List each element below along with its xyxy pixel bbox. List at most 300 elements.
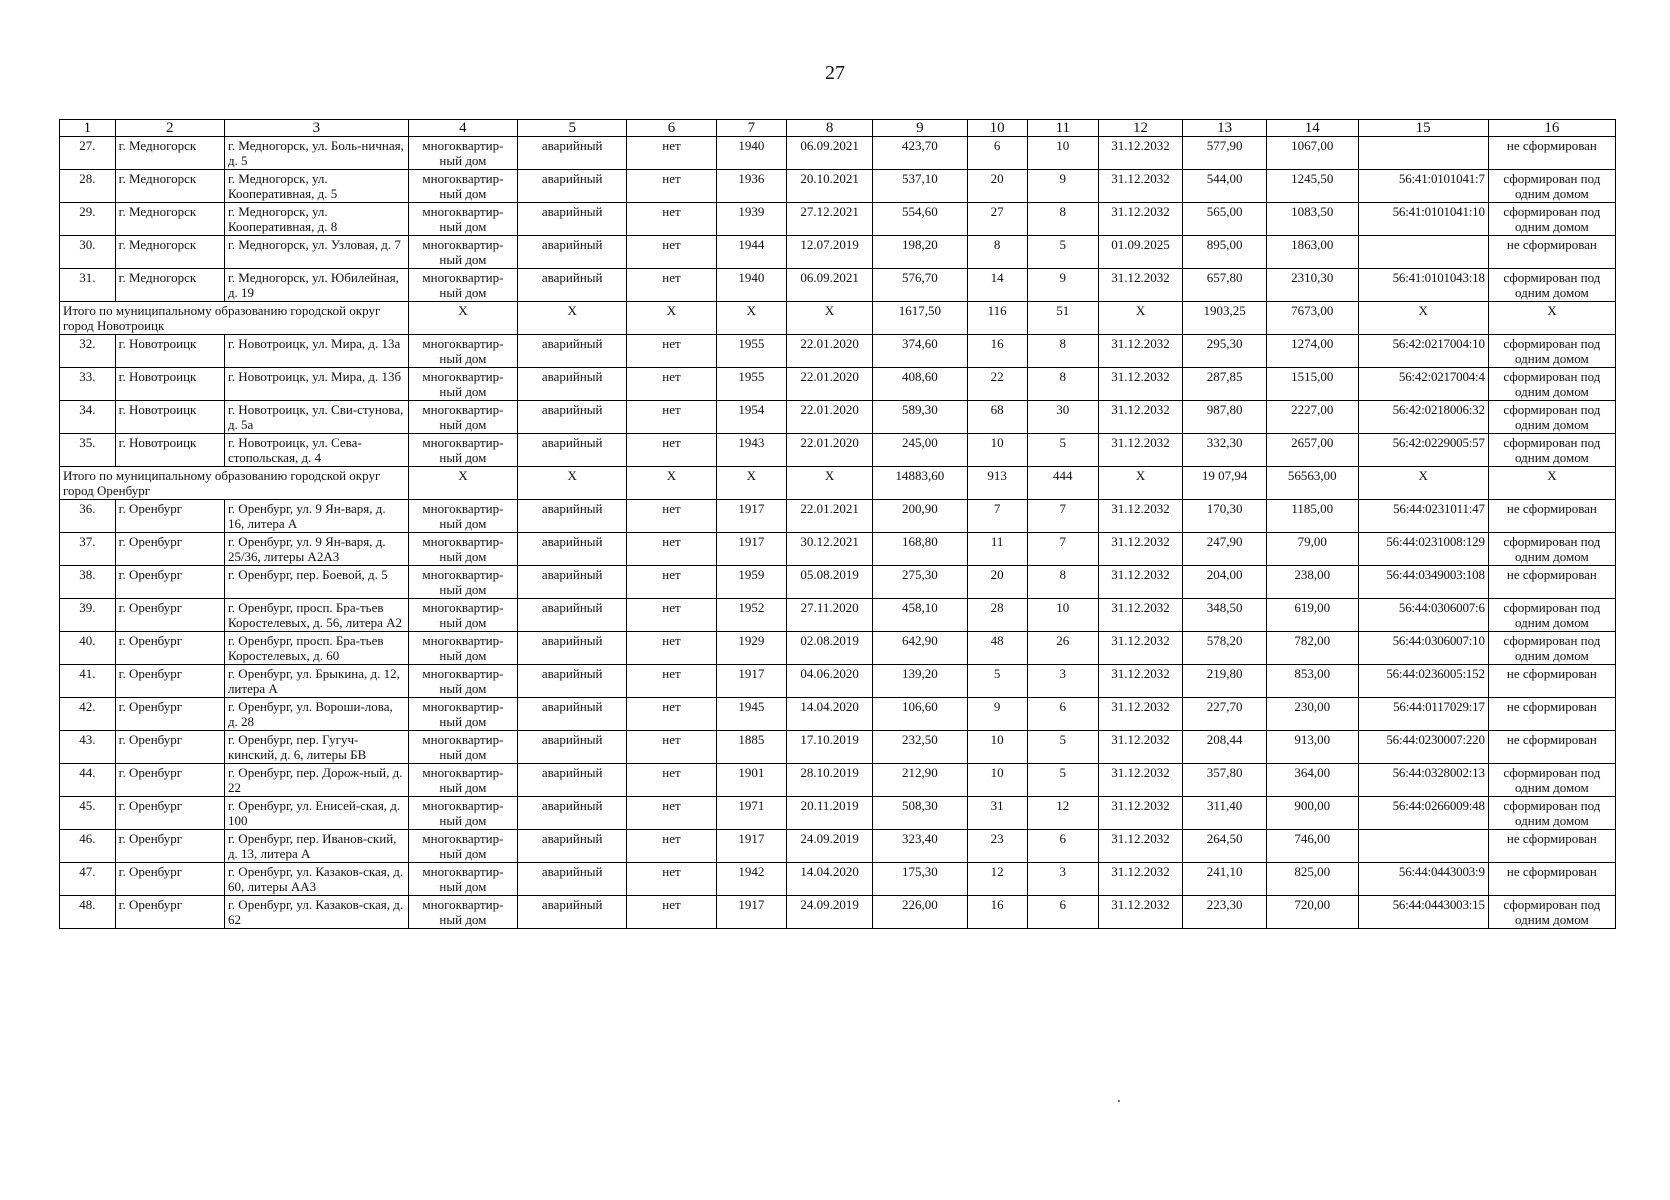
column-13-cell: 357,80	[1183, 764, 1267, 797]
cadastral-number-cell: 56:44:0231011:47	[1358, 500, 1488, 533]
area-cell: 554,60	[873, 203, 968, 236]
address-cell: г. Оренбург, пер. Дорож-ный, д. 22	[224, 764, 408, 797]
column-13-cell: 170,30	[1183, 500, 1267, 533]
column-11-cell: 8	[1027, 566, 1098, 599]
land-plot-status-cell: сформирован под одним домом	[1488, 170, 1615, 203]
table-row	[60, 335, 1616, 368]
planned-date-cell: 31.12.2032	[1099, 632, 1183, 665]
condition-cell: аварийный	[518, 533, 627, 566]
condition-cell: аварийный	[518, 599, 627, 632]
address-cell: г. Новотроицк, ул. Сева-стопольская, д. 4	[224, 434, 408, 467]
column-14-cell: 79,00	[1267, 533, 1358, 566]
address-cell: г. Новотроицк, ул. Мира, д. 13б	[224, 368, 408, 401]
area-cell: 198,20	[873, 236, 968, 269]
municipality-cell: г. Медногорск	[115, 137, 224, 170]
subtotal-plan: Х	[1099, 302, 1183, 335]
recognition-date-cell: 22.01.2020	[787, 368, 873, 401]
address-cell: г. Оренбург, пер. Гугуч-кинский, д. 6, литеры БВ	[224, 731, 408, 764]
planned-date-cell: 31.12.2032	[1099, 566, 1183, 599]
year-built-cell: 1943	[716, 434, 786, 467]
subtotal-c4: Х	[408, 302, 517, 335]
year-built-cell: 1917	[716, 665, 786, 698]
row-number: 45.	[60, 797, 116, 830]
column-11-cell: 3	[1027, 863, 1098, 896]
column-11-cell: 3	[1027, 665, 1098, 698]
municipality-cell: г. Оренбург	[115, 731, 224, 764]
land-plot-status-cell: не сформирован	[1488, 137, 1615, 170]
planned-date-cell: 31.12.2032	[1099, 698, 1183, 731]
subtotal-area: 1617,50	[873, 302, 968, 335]
row-number: 43.	[60, 731, 116, 764]
address-cell: г. Медногорск, ул. Узловая, д. 7	[224, 236, 408, 269]
building-type-cell: многоквартир-ный дом	[408, 863, 517, 896]
flag-cell: нет	[627, 137, 716, 170]
building-type-cell: многоквартир-ный дом	[408, 170, 517, 203]
planned-date-cell: 31.12.2032	[1099, 203, 1183, 236]
area-cell: 374,60	[873, 335, 968, 368]
column-11-cell: 6	[1027, 698, 1098, 731]
cadastral-number-cell: 56:42:0217004:4	[1358, 368, 1488, 401]
row-number: 48.	[60, 896, 116, 929]
municipality-cell: г. Оренбург	[115, 665, 224, 698]
subtotal-status: Х	[1488, 302, 1615, 335]
column-14-cell: 900,00	[1267, 797, 1358, 830]
column-number-9: 9	[873, 120, 968, 137]
column-14-cell: 746,00	[1267, 830, 1358, 863]
condition-cell: аварийный	[518, 731, 627, 764]
table-row	[60, 797, 1616, 830]
column-10-cell: 27	[967, 203, 1027, 236]
land-plot-status-cell: сформирован под одним домом	[1488, 401, 1615, 434]
column-11-cell: 5	[1027, 434, 1098, 467]
condition-cell: аварийный	[518, 368, 627, 401]
subtotal-c11: 51	[1027, 302, 1098, 335]
row-number: 41.	[60, 665, 116, 698]
planned-date-cell: 31.12.2032	[1099, 665, 1183, 698]
address-cell: г. Оренбург, пер. Иванов-ский, д. 13, литера А	[224, 830, 408, 863]
column-10-cell: 9	[967, 698, 1027, 731]
year-built-cell: 1955	[716, 368, 786, 401]
subtotal-c10: 913	[967, 467, 1027, 500]
column-11-cell: 12	[1027, 797, 1098, 830]
municipality-cell: г. Новотроицк	[115, 434, 224, 467]
subtotal-c8: Х	[787, 302, 873, 335]
flag-cell: нет	[627, 269, 716, 302]
column-13-cell: 264,50	[1183, 830, 1267, 863]
land-plot-status-cell: сформирован под одним домом	[1488, 764, 1615, 797]
row-number: 42.	[60, 698, 116, 731]
municipality-cell: г. Оренбург	[115, 830, 224, 863]
planned-date-cell: 31.12.2032	[1099, 368, 1183, 401]
condition-cell: аварийный	[518, 434, 627, 467]
column-13-cell: 223,30	[1183, 896, 1267, 929]
area-cell: 232,50	[873, 731, 968, 764]
subtotal-c7: Х	[716, 467, 786, 500]
table-row	[60, 731, 1616, 764]
condition-cell: аварийный	[518, 863, 627, 896]
municipality-cell: г. Оренбург	[115, 896, 224, 929]
municipality-cell: г. Медногорск	[115, 269, 224, 302]
subtotal-label: Итого по муниципальному образованию городской округ город Новотроицк	[60, 302, 409, 335]
building-type-cell: многоквартир-ный дом	[408, 368, 517, 401]
column-13-cell: 295,30	[1183, 335, 1267, 368]
cadastral-number-cell: 56:44:0231008:129	[1358, 533, 1488, 566]
recognition-date-cell: 12.07.2019	[787, 236, 873, 269]
subtotal-c8: Х	[787, 467, 873, 500]
subtotal-c13: 19 07,94	[1183, 467, 1267, 500]
area-cell: 168,80	[873, 533, 968, 566]
column-number-1: 1	[60, 120, 116, 137]
column-number-15: 15	[1358, 120, 1488, 137]
column-14-cell: 2657,00	[1267, 434, 1358, 467]
column-10-cell: 5	[967, 665, 1027, 698]
subtotal-c10: 116	[967, 302, 1027, 335]
flag-cell: нет	[627, 236, 716, 269]
column-14-cell: 619,00	[1267, 599, 1358, 632]
recognition-date-cell: 27.11.2020	[787, 599, 873, 632]
flag-cell: нет	[627, 731, 716, 764]
year-built-cell: 1936	[716, 170, 786, 203]
subtotal-kad: Х	[1358, 467, 1488, 500]
address-cell: г. Оренбург, ул. 9 Ян-варя, д. 25/36, литеры А2А3	[224, 533, 408, 566]
flag-cell: нет	[627, 401, 716, 434]
address-cell: г. Новотроицк, ул. Мира, д. 13а	[224, 335, 408, 368]
area-cell: 245,00	[873, 434, 968, 467]
year-built-cell: 1945	[716, 698, 786, 731]
flag-cell: нет	[627, 203, 716, 236]
flag-cell: нет	[627, 797, 716, 830]
planned-date-cell: 31.12.2032	[1099, 137, 1183, 170]
cadastral-number-cell: 56:44:0230007:220	[1358, 731, 1488, 764]
area-cell: 200,90	[873, 500, 968, 533]
land-plot-status-cell: сформирован под одним домом	[1488, 368, 1615, 401]
recognition-date-cell: 06.09.2021	[787, 137, 873, 170]
subtotal-c6: Х	[627, 302, 716, 335]
cadastral-number-cell: 56:44:0328002:13	[1358, 764, 1488, 797]
column-10-cell: 20	[967, 566, 1027, 599]
subtotal-c14: 56563,00	[1267, 467, 1358, 500]
table-row	[60, 830, 1616, 863]
recognition-date-cell: 24.09.2019	[787, 830, 873, 863]
year-built-cell: 1917	[716, 533, 786, 566]
land-plot-status-cell: не сформирован	[1488, 665, 1615, 698]
building-type-cell: многоквартир-ный дом	[408, 236, 517, 269]
land-plot-status-cell: сформирован под одним домом	[1488, 203, 1615, 236]
subtotal-label: Итого по муниципальному образованию городской округ город Оренбург	[60, 467, 409, 500]
address-cell: г. Медногорск, ул. Боль-ничная, д. 5	[224, 137, 408, 170]
recognition-date-cell: 24.09.2019	[787, 896, 873, 929]
column-number-11: 11	[1027, 120, 1098, 137]
column-13-cell: 544,00	[1183, 170, 1267, 203]
column-14-cell: 1515,00	[1267, 368, 1358, 401]
flag-cell: нет	[627, 500, 716, 533]
subtotal-area: 14883,60	[873, 467, 968, 500]
condition-cell: аварийный	[518, 269, 627, 302]
recognition-date-cell: 20.10.2021	[787, 170, 873, 203]
column-10-cell: 48	[967, 632, 1027, 665]
column-10-cell: 22	[967, 368, 1027, 401]
column-11-cell: 26	[1027, 632, 1098, 665]
flag-cell: нет	[627, 764, 716, 797]
column-13-cell: 287,85	[1183, 368, 1267, 401]
cadastral-number-cell: 56:44:0266009:48	[1358, 797, 1488, 830]
page-number: 27	[825, 62, 845, 84]
land-plot-status-cell: не сформирован	[1488, 830, 1615, 863]
area-cell: 175,30	[873, 863, 968, 896]
land-plot-status-cell: сформирован под одним домом	[1488, 632, 1615, 665]
subtotal-row	[60, 302, 1616, 335]
municipality-cell: г. Медногорск	[115, 236, 224, 269]
column-14-cell: 2227,00	[1267, 401, 1358, 434]
cadastral-number-cell	[1358, 830, 1488, 863]
planned-date-cell: 01.09.2025	[1099, 236, 1183, 269]
column-10-cell: 7	[967, 500, 1027, 533]
recognition-date-cell: 02.08.2019	[787, 632, 873, 665]
building-type-cell: многоквартир-ный дом	[408, 599, 517, 632]
subtotal-c14: 7673,00	[1267, 302, 1358, 335]
cadastral-number-cell: 56:44:0117029:17	[1358, 698, 1488, 731]
address-cell: г. Оренбург, ул. Брыкина, д. 12, литера А	[224, 665, 408, 698]
table-row	[60, 137, 1616, 170]
row-number: 31.	[60, 269, 116, 302]
row-number: 39.	[60, 599, 116, 632]
column-14-cell: 853,00	[1267, 665, 1358, 698]
land-plot-status-cell: не сформирован	[1488, 236, 1615, 269]
column-number-2: 2	[115, 120, 224, 137]
area-cell: 408,60	[873, 368, 968, 401]
cadastral-number-cell: 56:41:0101041:7	[1358, 170, 1488, 203]
table-row	[60, 236, 1616, 269]
cadastral-number-cell: 56:41:0101041:10	[1358, 203, 1488, 236]
subtotal-status: Х	[1488, 467, 1615, 500]
table-row	[60, 896, 1616, 929]
land-plot-status-cell: сформирован под одним домом	[1488, 533, 1615, 566]
column-10-cell: 12	[967, 863, 1027, 896]
row-number: 30.	[60, 236, 116, 269]
year-built-cell: 1971	[716, 797, 786, 830]
land-plot-status-cell: сформирован под одним домом	[1488, 335, 1615, 368]
area-cell: 508,30	[873, 797, 968, 830]
column-13-cell: 311,40	[1183, 797, 1267, 830]
year-built-cell: 1917	[716, 500, 786, 533]
land-plot-status-cell: сформирован под одним домом	[1488, 269, 1615, 302]
column-11-cell: 8	[1027, 335, 1098, 368]
planned-date-cell: 31.12.2032	[1099, 500, 1183, 533]
table-row	[60, 566, 1616, 599]
condition-cell: аварийный	[518, 797, 627, 830]
planned-date-cell: 31.12.2032	[1099, 170, 1183, 203]
column-13-cell: 565,00	[1183, 203, 1267, 236]
column-14-cell: 720,00	[1267, 896, 1358, 929]
cadastral-number-cell: 56:44:0443003:15	[1358, 896, 1488, 929]
column-13-cell: 241,10	[1183, 863, 1267, 896]
table-row	[60, 368, 1616, 401]
column-11-cell: 5	[1027, 731, 1098, 764]
condition-cell: аварийный	[518, 665, 627, 698]
subtotal-c5: Х	[518, 302, 627, 335]
table-row	[60, 269, 1616, 302]
area-cell: 576,70	[873, 269, 968, 302]
flag-cell: нет	[627, 665, 716, 698]
building-type-cell: многоквартир-ный дом	[408, 632, 517, 665]
area-cell: 323,40	[873, 830, 968, 863]
recognition-date-cell: 30.12.2021	[787, 533, 873, 566]
year-built-cell: 1901	[716, 764, 786, 797]
planned-date-cell: 31.12.2032	[1099, 335, 1183, 368]
column-number-3: 3	[224, 120, 408, 137]
column-number-7: 7	[716, 120, 786, 137]
area-cell: 226,00	[873, 896, 968, 929]
planned-date-cell: 31.12.2032	[1099, 533, 1183, 566]
column-13-cell: 578,20	[1183, 632, 1267, 665]
column-11-cell: 7	[1027, 533, 1098, 566]
column-number-13: 13	[1183, 120, 1267, 137]
subtotal-c13: 1903,25	[1183, 302, 1267, 335]
cadastral-number-cell: 56:44:0236005:152	[1358, 665, 1488, 698]
subtotal-kad: Х	[1358, 302, 1488, 335]
year-built-cell: 1885	[716, 731, 786, 764]
table-row	[60, 170, 1616, 203]
row-number: 36.	[60, 500, 116, 533]
column-11-cell: 9	[1027, 269, 1098, 302]
table-row	[60, 533, 1616, 566]
planned-date-cell: 31.12.2032	[1099, 599, 1183, 632]
area-cell: 106,60	[873, 698, 968, 731]
cadastral-number-cell: 56:42:0217004:10	[1358, 335, 1488, 368]
condition-cell: аварийный	[518, 566, 627, 599]
year-built-cell: 1939	[716, 203, 786, 236]
municipality-cell: г. Оренбург	[115, 632, 224, 665]
condition-cell: аварийный	[518, 170, 627, 203]
area-cell: 212,90	[873, 764, 968, 797]
cadastral-number-cell: 56:44:0306007:10	[1358, 632, 1488, 665]
building-type-cell: многоквартир-ный дом	[408, 434, 517, 467]
municipality-cell: г. Новотроицк	[115, 335, 224, 368]
condition-cell: аварийный	[518, 203, 627, 236]
year-built-cell: 1959	[716, 566, 786, 599]
planned-date-cell: 31.12.2032	[1099, 830, 1183, 863]
row-number: 33.	[60, 368, 116, 401]
column-14-cell: 825,00	[1267, 863, 1358, 896]
column-number-row	[60, 120, 1616, 137]
address-cell: г. Оренбург, ул. Казаков-ская, д. 60, литеры АА3	[224, 863, 408, 896]
area-cell: 589,30	[873, 401, 968, 434]
condition-cell: аварийный	[518, 632, 627, 665]
column-14-cell: 2310,30	[1267, 269, 1358, 302]
flag-cell: нет	[627, 434, 716, 467]
municipality-cell: г. Оренбург	[115, 500, 224, 533]
column-number-16: 16	[1488, 120, 1615, 137]
column-10-cell: 14	[967, 269, 1027, 302]
planned-date-cell: 31.12.2032	[1099, 269, 1183, 302]
column-10-cell: 20	[967, 170, 1027, 203]
flag-cell: нет	[627, 533, 716, 566]
recognition-date-cell: 05.08.2019	[787, 566, 873, 599]
row-number: 40.	[60, 632, 116, 665]
municipality-cell: г. Новотроицк	[115, 368, 224, 401]
building-type-cell: многоквартир-ный дом	[408, 566, 517, 599]
year-built-cell: 1952	[716, 599, 786, 632]
building-type-cell: многоквартир-ный дом	[408, 401, 517, 434]
address-cell: г. Медногорск, ул. Юбилейная, д. 19	[224, 269, 408, 302]
column-11-cell: 30	[1027, 401, 1098, 434]
year-built-cell: 1917	[716, 830, 786, 863]
year-built-cell: 1940	[716, 137, 786, 170]
planned-date-cell: 31.12.2032	[1099, 863, 1183, 896]
area-cell: 423,70	[873, 137, 968, 170]
column-13-cell: 227,70	[1183, 698, 1267, 731]
column-13-cell: 247,90	[1183, 533, 1267, 566]
table-body	[60, 120, 1616, 929]
row-number: 28.	[60, 170, 116, 203]
flag-cell: нет	[627, 566, 716, 599]
column-14-cell: 364,00	[1267, 764, 1358, 797]
column-10-cell: 23	[967, 830, 1027, 863]
municipality-cell: г. Новотроицк	[115, 401, 224, 434]
condition-cell: аварийный	[518, 500, 627, 533]
column-10-cell: 68	[967, 401, 1027, 434]
flag-cell: нет	[627, 170, 716, 203]
planned-date-cell: 31.12.2032	[1099, 896, 1183, 929]
column-number-8: 8	[787, 120, 873, 137]
area-cell: 458,10	[873, 599, 968, 632]
scan-speck	[1118, 1100, 1120, 1102]
condition-cell: аварийный	[518, 830, 627, 863]
recognition-date-cell: 04.06.2020	[787, 665, 873, 698]
municipality-cell: г. Оренбург	[115, 797, 224, 830]
municipality-cell: г. Медногорск	[115, 170, 224, 203]
column-11-cell: 10	[1027, 137, 1098, 170]
column-13-cell: 657,80	[1183, 269, 1267, 302]
subtotal-c6: Х	[627, 467, 716, 500]
column-10-cell: 16	[967, 896, 1027, 929]
table-row	[60, 764, 1616, 797]
year-built-cell: 1940	[716, 269, 786, 302]
row-number: 27.	[60, 137, 116, 170]
land-plot-status-cell: сформирован под одним домом	[1488, 599, 1615, 632]
column-11-cell: 5	[1027, 764, 1098, 797]
table-row	[60, 698, 1616, 731]
recognition-date-cell: 20.11.2019	[787, 797, 873, 830]
column-14-cell: 1185,00	[1267, 500, 1358, 533]
address-cell: г. Медногорск, ул. Кооперативная, д. 5	[224, 170, 408, 203]
column-13-cell: 219,80	[1183, 665, 1267, 698]
building-type-cell: многоквартир-ный дом	[408, 500, 517, 533]
planned-date-cell: 31.12.2032	[1099, 797, 1183, 830]
address-cell: г. Оренбург, ул. Вороши-лова, д. 28	[224, 698, 408, 731]
condition-cell: аварийный	[518, 236, 627, 269]
column-11-cell: 5	[1027, 236, 1098, 269]
subtotal-c7: Х	[716, 302, 786, 335]
recognition-date-cell: 17.10.2019	[787, 731, 873, 764]
table-row	[60, 203, 1616, 236]
column-11-cell: 10	[1027, 599, 1098, 632]
municipality-cell: г. Оренбург	[115, 863, 224, 896]
column-10-cell: 8	[967, 236, 1027, 269]
recognition-date-cell: 22.01.2021	[787, 500, 873, 533]
subtotal-row	[60, 467, 1616, 500]
column-13-cell: 204,00	[1183, 566, 1267, 599]
row-number: 29.	[60, 203, 116, 236]
area-cell: 537,10	[873, 170, 968, 203]
flag-cell: нет	[627, 698, 716, 731]
condition-cell: аварийный	[518, 137, 627, 170]
subtotal-plan: Х	[1099, 467, 1183, 500]
subtotal-c4: Х	[408, 467, 517, 500]
recognition-date-cell: 14.04.2020	[787, 863, 873, 896]
column-10-cell: 31	[967, 797, 1027, 830]
cadastral-number-cell: 56:42:0218006:32	[1358, 401, 1488, 434]
